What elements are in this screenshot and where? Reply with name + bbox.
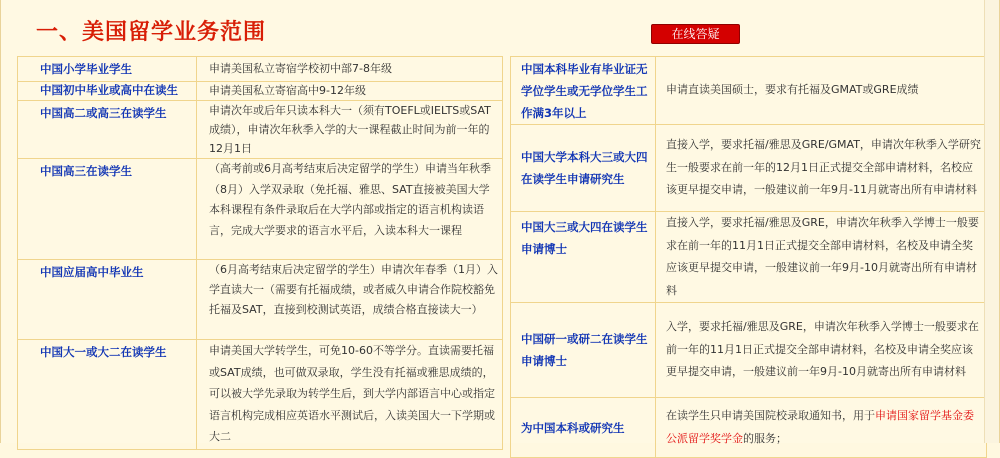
row-category: 中国高三在读学生 xyxy=(18,159,197,260)
section-header xyxy=(1,0,1000,52)
row-description: （高考前或6月高考结束后决定留学的学生）申请当年秋季（8月）入学双录取（免托福、雅思、SAT直接被美国大学本科课程有条件录取后在大学内部或指定的语言机构读语言，完成大学要求的语言水平后，入读本科大一课程 xyxy=(197,159,503,260)
row-description xyxy=(656,398,987,458)
table-row xyxy=(18,82,503,101)
row-description: 申请美国私立寄宿学校初中部7-8年级 xyxy=(197,57,503,82)
table-row xyxy=(511,57,987,125)
section-title: 一、美国留学业务范围 xyxy=(36,20,267,45)
online-qa-button[interactable]: 在线答疑 xyxy=(651,24,740,44)
table-row xyxy=(511,398,987,458)
row-category: 为中国本科或研究生 xyxy=(511,398,656,458)
row-category: 中国大三或大四在读学生申请博士 xyxy=(511,212,656,303)
row-description: 申请直读美国硕士，要求有托福及GMAT或GRE成绩 xyxy=(656,57,987,125)
table-row xyxy=(18,57,503,82)
row-description: 申请次年或后年只读本科大一（须有TOEFL或IELTS或SAT成绩），申请次年秋季入学的大一课程截止时间为前一年的12月1日 xyxy=(197,101,503,159)
row-category: 中国本科毕业有毕业证无学位学生或无学位学生工作满3年以上 xyxy=(511,57,656,125)
scholarship-link[interactable]: 申请国家留学基金委公派留学奖学金 xyxy=(666,409,974,445)
row-description: 直接入学，要求托福/雅思及GRE，申请次年秋季入学博士一般要求在前一年的11月1日正式提交全部申请材料，名校及申请全奖应该更早提交申请，一般建议前一年9月-10月就寄出所有申请材料 xyxy=(656,212,987,303)
table-row xyxy=(511,303,987,398)
row-category: 中国大学本科大三或大四在读学生申请研究生 xyxy=(511,125,656,212)
row-description: 入学，要求托福/雅思及GRE，申请次年秋季入学博士一般要求在前一年的11月1日正式提交全部申请材料，名校及申请全奖应该更早提交申请，一般建议前一年9月-10月就寄出所有申请材料 xyxy=(656,303,987,398)
row-category: 中国应届高中毕业生 xyxy=(18,260,197,340)
table-row xyxy=(18,101,503,159)
table-row xyxy=(18,260,503,340)
row-category: 中国大一或大二在读学生 xyxy=(18,340,197,450)
description-text: 的服务； xyxy=(743,431,787,445)
table-row xyxy=(511,125,987,212)
description-text: 在读学生只申请美国院校录取通知书，用于 xyxy=(666,409,875,422)
row-description: 申请美国大学转学生，可免10-60不等学分。直读需要托福或SAT成绩，也可做双录取，学生没有托福或雅思成绩的，可以被大学先录取为转学生后，到大学内部语言中心或指定语言机构完成相应英语水平测试后，入读美国大一下学期或大二 xyxy=(197,340,503,450)
row-category: 中国小学毕业学生 xyxy=(18,57,197,82)
table-row xyxy=(18,340,503,450)
row-description: （6月高考结束后决定留学的学生）申请次年春季（1月）入学直读大一（需要有托福成绩，或者威久申请合作院校豁免托福及SAT，直接到校测试英语，成绩合格直接读大一） xyxy=(197,260,503,340)
row-description: 直接入学，要求托福/雅思及GRE/GMAT，申请次年秋季入学研究生一般要求在前一年的12月1日正式提交全部申请材料，名校应该更早提交申请，一般建议前一年9月-11月就寄出所有申请材料 xyxy=(656,125,987,212)
page-scroll-edge xyxy=(984,0,999,443)
row-category: 中国高二或高三在读学生 xyxy=(18,101,197,159)
row-category: 中国研一或研二在读学生申请博士 xyxy=(511,303,656,398)
table-row xyxy=(511,212,987,303)
right-table xyxy=(510,56,987,458)
row-category: 中国初中毕业或高中在读生 xyxy=(18,82,197,101)
table-row xyxy=(18,159,503,260)
left-table xyxy=(17,56,503,450)
row-description: 申请美国私立寄宿高中9-12年级 xyxy=(197,82,503,101)
